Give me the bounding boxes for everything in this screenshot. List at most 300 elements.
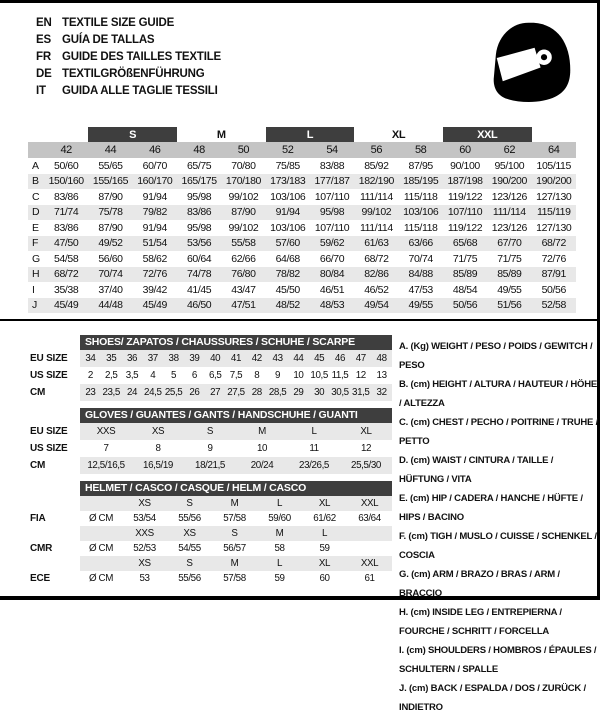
- helmet-table-header: HELMET / CASCO / CASQUE / HELM / CASCO: [80, 481, 392, 496]
- measurement-cell: 49/52: [88, 236, 132, 252]
- measurement-cell: 95/98: [186, 221, 212, 234]
- row-letter-cell: G: [32, 252, 40, 265]
- size-group-cell: XL: [391, 128, 406, 141]
- value-cell: [80, 526, 122, 541]
- measurement-cell: 60/64: [186, 252, 212, 265]
- numeric-size-cell: 62: [487, 142, 531, 158]
- numeric-size-cell: 48: [177, 142, 221, 158]
- measurement-row: [28, 174, 576, 190]
- measurement-cell: 115/118: [403, 221, 438, 234]
- legend-item: I. (cm) SHOULDERS / HOMBROS / ÉPAULES / SCHULTERN / SPALLE: [399, 645, 597, 675]
- value-cell: 61/62: [313, 513, 336, 524]
- value-cell: 7: [103, 443, 109, 454]
- value-cell: L: [257, 556, 302, 571]
- measurement-cell: 62/66: [231, 252, 256, 265]
- measurement-cell: 45/49: [133, 298, 177, 314]
- measurement-cell: 70/74: [88, 267, 132, 283]
- shoes-table: [30, 335, 392, 401]
- measurement-cell: 85/92: [364, 159, 389, 172]
- measurement-cell: 47/51: [221, 298, 265, 314]
- value-cell: 29: [288, 384, 309, 401]
- legend-item: H. (cm) INSIDE LEG / ENTREPIERNA / FOURCHE / SCHRITT / FORCELLA: [399, 607, 562, 637]
- measurement-cell: 187/198: [443, 174, 487, 190]
- language-title: GUIDE DES TAILLES TEXTILE: [62, 51, 221, 63]
- table-row: [30, 511, 392, 526]
- value-cell: Ø CM: [89, 573, 113, 584]
- row-label-cell: FIA: [30, 511, 80, 526]
- measurement-cell: 127/130: [536, 221, 572, 234]
- measurement-cell: 75/78: [88, 205, 132, 221]
- size-group-cell: S: [88, 127, 177, 142]
- value-cell: 24: [122, 384, 143, 401]
- size-group-cell: M: [216, 128, 226, 141]
- measurement-row: [28, 236, 576, 252]
- value-cell: 6,5: [208, 370, 222, 381]
- value-cell: 26: [184, 384, 205, 401]
- row-label-cell: [30, 526, 80, 541]
- measurement-cell: 115/118: [403, 190, 438, 203]
- measurement-row: [28, 267, 576, 283]
- measurement-row: [28, 158, 576, 174]
- row-label-cell: EU SIZE: [30, 350, 80, 367]
- row-letter-cell: J: [28, 298, 44, 314]
- table-row: [30, 541, 392, 556]
- numeric-size-cell: 52: [266, 142, 310, 158]
- value-cell: XL: [302, 496, 347, 511]
- measurement-cell: 177/187: [310, 174, 354, 190]
- measurement-cell: 48/53: [310, 298, 354, 314]
- measurement-cell: 78/82: [266, 267, 310, 283]
- value-cell: 9: [207, 443, 213, 454]
- table-row: [30, 526, 392, 541]
- value-cell: XL: [302, 556, 347, 571]
- measurement-cell: 80/84: [310, 267, 354, 283]
- measurement-cell: 90/100: [450, 159, 480, 172]
- measurement-cell: 37/40: [98, 283, 123, 296]
- language-title: TEXTILGRÖßENFÜHRUNG: [62, 68, 205, 80]
- measurement-cell: 44/48: [88, 298, 132, 314]
- value-cell: M: [212, 556, 257, 571]
- value-cell: 54/55: [178, 543, 201, 554]
- measurement-cell: 111/114: [359, 221, 393, 234]
- measurement-cell: 46/52: [364, 283, 389, 296]
- numeric-size-cell: 60: [443, 142, 487, 158]
- value-cell: 11: [309, 443, 319, 454]
- measurement-row: [28, 189, 576, 205]
- measurement-cell: 60/70: [142, 159, 167, 172]
- measurement-cell: 47/53: [408, 283, 433, 296]
- measurement-cell: 111/114: [359, 190, 393, 203]
- measurement-cell: 83/86: [54, 190, 79, 203]
- measurement-cell: 48/52: [266, 298, 310, 314]
- value-cell: 47: [350, 350, 371, 367]
- measurement-cell: 65/68: [443, 236, 487, 252]
- value-cell: 23/26,5: [288, 457, 340, 474]
- row-label-cell: CM: [30, 457, 80, 474]
- value-cell: 59: [319, 543, 330, 554]
- value-cell: 59: [274, 573, 285, 584]
- value-cell: 16,5/19: [132, 457, 184, 474]
- measurement-cell: 155/165: [88, 174, 132, 190]
- value-cell: S: [212, 526, 257, 541]
- measurement-cell: 103/106: [399, 205, 443, 221]
- measurement-cell: 76/80: [221, 267, 265, 283]
- measurement-cell: 50/56: [541, 283, 566, 296]
- measurement-cell: 46/50: [177, 298, 221, 314]
- value-cell: 48: [371, 350, 392, 367]
- value-cell: 27,5: [226, 384, 247, 401]
- measurement-cell: 91/94: [142, 190, 167, 203]
- size-group-row: [28, 127, 576, 142]
- legend-item: E. (cm) HIP / CADERA / HANCHE / HÜFTE / HIPS / BACINO: [399, 493, 583, 523]
- value-cell: S: [167, 556, 212, 571]
- value-cell: L: [257, 496, 302, 511]
- table-row: [30, 556, 392, 571]
- measurement-cell: 49/55: [399, 298, 443, 314]
- value-cell: 59/60: [268, 513, 291, 524]
- value-cell: 43: [267, 350, 288, 367]
- language-title: TEXTILE SIZE GUIDE: [62, 17, 175, 29]
- numeric-size-cell: 58: [399, 142, 443, 158]
- measurement-cell: 123/126: [491, 190, 527, 203]
- measurement-cell: 71/75: [497, 252, 522, 265]
- measurement-cell: 54/58: [54, 252, 79, 265]
- measurement-cell: 182/190: [354, 174, 398, 190]
- language-row: [36, 15, 221, 32]
- value-cell: XS: [167, 526, 212, 541]
- value-cell: 2: [87, 370, 93, 381]
- value-cell: XXS: [122, 526, 167, 541]
- numeric-size-cell: 44: [88, 142, 132, 158]
- value-cell: XS: [122, 556, 167, 571]
- value-cell: 53: [139, 573, 150, 584]
- measurement-cell: 55/65: [98, 159, 123, 172]
- value-cell: 18/21,5: [184, 457, 236, 474]
- value-cell: 11,5: [331, 370, 349, 381]
- table-row: [30, 350, 392, 367]
- measurement-cell: 53/56: [177, 236, 221, 252]
- value-cell: 5: [171, 370, 177, 381]
- measurement-legend: [399, 337, 599, 717]
- value-cell: 6: [191, 370, 197, 381]
- measurement-cell: 51/54: [133, 236, 177, 252]
- value-cell: S: [184, 423, 236, 440]
- value-cell: 23,5: [101, 384, 122, 401]
- value-cell: 35: [101, 350, 122, 367]
- value-cell: 10: [293, 370, 304, 381]
- measurement-cell: 165/175: [177, 174, 221, 190]
- row-letter-cell: I: [32, 283, 35, 296]
- value-cell: 30: [309, 384, 330, 401]
- language-code: ES: [36, 34, 51, 46]
- value-cell: XS: [122, 496, 167, 511]
- measurement-cell: 65/75: [186, 159, 212, 172]
- legend-item: F. (cm) TIGH / MUSLO / CUISSE / SCHENKEL / COSCIA: [399, 531, 597, 561]
- measurement-cell: 85/89: [443, 267, 487, 283]
- value-cell: 57/58: [223, 573, 246, 584]
- value-cell: 12,5/16,5: [80, 457, 132, 474]
- row-label-cell: US SIZE: [30, 367, 80, 384]
- gloves-table-grid: [30, 423, 392, 474]
- numeric-size-cell: 50: [221, 142, 265, 158]
- value-cell: 7,5: [229, 370, 243, 381]
- language-row: [36, 32, 221, 49]
- measurement-cell: 105/115: [536, 159, 571, 172]
- measurement-cell: 50/60: [54, 159, 79, 172]
- row-label-cell: ECE: [30, 571, 80, 586]
- value-cell: [347, 526, 392, 541]
- value-cell: [80, 556, 122, 571]
- value-cell: 42: [246, 350, 267, 367]
- accessory-tables: [30, 335, 392, 593]
- measurement-cell: 84/88: [399, 267, 443, 283]
- value-cell: 61: [364, 573, 375, 584]
- value-cell: 27: [205, 384, 226, 401]
- row-label-cell: [30, 556, 80, 571]
- size-group-cell: L: [266, 127, 355, 142]
- measurement-cell: 127/130: [536, 190, 572, 203]
- measurement-cell: 59/62: [310, 236, 354, 252]
- measurement-cell: 75/85: [275, 159, 300, 172]
- row-letter-cell: E: [32, 221, 39, 234]
- measurement-cell: 46/51: [319, 283, 345, 296]
- measurement-cell: 64/68: [275, 252, 300, 265]
- value-cell: M: [212, 496, 257, 511]
- measurement-cell: 70/80: [231, 159, 256, 172]
- measurement-cell: 87/90: [221, 205, 265, 221]
- value-cell: 23: [80, 384, 101, 401]
- value-cell: XXL: [347, 556, 392, 571]
- value-cell: Ø CM: [89, 543, 113, 554]
- measurement-cell: 71/74: [44, 205, 88, 221]
- measurement-cell: 50/56: [443, 298, 487, 314]
- measurement-cell: 71/75: [452, 252, 478, 265]
- measurement-cell: 123/126: [491, 221, 527, 234]
- measurement-cell: 56/60: [98, 252, 123, 265]
- measurement-cell: 95/98: [310, 205, 354, 221]
- value-cell: L: [288, 423, 340, 440]
- measurement-cell: 83/86: [177, 205, 221, 221]
- value-cell: 28,5: [267, 384, 288, 401]
- measurement-cell: 51/56: [487, 298, 531, 314]
- table-row: [30, 496, 392, 511]
- legend-item: A. (Kg) WEIGHT / PESO / POIDS / GEWITCH / PESO: [399, 341, 593, 371]
- numeric-size-cell: 46: [133, 142, 177, 158]
- measurement-cell: 74/78: [177, 267, 221, 283]
- section-divider: [0, 319, 600, 321]
- language-row: [36, 49, 221, 66]
- numeric-size-cell: 42: [44, 142, 88, 158]
- measurement-cell: 87/91: [532, 267, 577, 283]
- measurement-cell: 95/100: [494, 159, 525, 172]
- measurement-cell: 83/88: [319, 159, 345, 172]
- value-cell: 58: [274, 543, 285, 554]
- value-cell: 12: [355, 370, 366, 381]
- measurement-cell: 68/72: [532, 236, 577, 252]
- measurement-cell: 79/82: [133, 205, 177, 221]
- numeric-size-cell: 56: [354, 142, 398, 158]
- helmet-table: [30, 481, 392, 586]
- value-cell: 12: [360, 443, 372, 454]
- measurement-cell: 63/66: [399, 236, 443, 252]
- value-cell: 55/56: [178, 513, 201, 524]
- measurement-cell: 91/94: [266, 205, 310, 221]
- measurement-cell: 87/90: [98, 221, 123, 234]
- legend-item: J. (cm) BACK / ESPALDA / DOS / ZURÜCK / INDIETRO: [399, 683, 586, 713]
- numeric-size-cell: 64: [532, 142, 577, 158]
- value-cell: 45: [309, 350, 330, 367]
- measurement-cell: 87/90: [98, 190, 123, 203]
- measurement-cell: 111/114: [487, 205, 531, 221]
- value-cell: 10,5: [310, 370, 328, 381]
- value-cell: 37: [142, 350, 163, 367]
- measurement-cell: 45/49: [44, 298, 88, 314]
- measurement-cell: 82/86: [354, 267, 398, 283]
- measurement-cell: 70/74: [408, 252, 433, 265]
- row-label-cell: CMR: [30, 541, 80, 556]
- value-cell: [347, 541, 392, 556]
- measurement-cell: 49/55: [497, 283, 522, 296]
- numeric-size-cell: 54: [310, 142, 354, 158]
- measurement-cell: 55/58: [221, 236, 265, 252]
- measurement-cell: 119/122: [447, 221, 483, 234]
- measurement-cell: 83/86: [54, 221, 79, 234]
- value-cell: 60: [319, 573, 330, 584]
- value-cell: 3,5: [125, 370, 139, 381]
- measurement-cell: 72/76: [541, 252, 566, 265]
- value-cell: M: [236, 423, 288, 440]
- measurement-cell: 47/50: [44, 236, 88, 252]
- helmet-table-grid: [30, 496, 392, 586]
- value-cell: XXL: [347, 496, 392, 511]
- language-code: EN: [36, 17, 52, 29]
- gloves-table: [30, 408, 392, 474]
- value-cell: S: [167, 496, 212, 511]
- measurement-row: [28, 282, 576, 298]
- spacer-cell: [28, 127, 44, 142]
- measurement-cell: 103/106: [270, 221, 306, 234]
- measurement-cell: 107/110: [314, 221, 350, 234]
- measurement-cell: 57/60: [266, 236, 310, 252]
- value-cell: 44: [288, 350, 309, 367]
- legend-item: G. (cm) ARM / BRAZO / BRAS / ARM / BRACCIO: [399, 569, 560, 599]
- language-code: IT: [36, 85, 46, 97]
- measurement-cell: 68/72: [44, 267, 88, 283]
- measurement-row: [28, 298, 576, 314]
- size-group-cell: XXL: [443, 127, 532, 142]
- value-cell: 2,5: [104, 370, 118, 381]
- row-label-cell: CM: [30, 384, 80, 401]
- measurement-cell: 107/110: [314, 190, 350, 203]
- table-row: [30, 457, 392, 474]
- value-cell: 39: [184, 350, 205, 367]
- measurement-cell: 99/102: [228, 221, 259, 234]
- row-letter-cell: A: [32, 159, 39, 172]
- value-cell: 28: [246, 384, 267, 401]
- language-list: [36, 15, 221, 100]
- measurement-row: [28, 205, 576, 221]
- legend-item: B. (cm) HEIGHT / ALTURA / HAUTEUR / HÖHE / ALTEZZA: [399, 379, 598, 409]
- table-row: [30, 367, 392, 384]
- value-cell: 24,5: [142, 384, 163, 401]
- measurement-cell: 39/42: [142, 283, 167, 296]
- measurement-cell: 35/38: [54, 283, 79, 296]
- shoes-table-grid: [30, 350, 392, 401]
- legend-item: C. (cm) CHEST / PECHO / POITRINE / TRUHE / PETTO: [399, 417, 599, 447]
- value-cell: 31,5: [350, 384, 371, 401]
- value-cell: 57/58: [223, 513, 246, 524]
- value-cell: 38: [163, 350, 184, 367]
- measurement-cell: 43/47: [231, 283, 256, 296]
- measurement-cell: 190/200: [532, 174, 577, 190]
- value-cell: 13: [376, 370, 387, 381]
- value-cell: L: [302, 526, 347, 541]
- row-letter-cell: F: [28, 236, 44, 252]
- measurement-cell: 45/50: [275, 283, 300, 296]
- measurement-row: [28, 220, 576, 236]
- measurement-cell: 87/95: [408, 159, 433, 172]
- value-cell: 40: [205, 350, 226, 367]
- value-cell: 55/56: [178, 573, 201, 584]
- size-group-cell: [44, 127, 88, 142]
- measurement-cell: 67/70: [487, 236, 531, 252]
- measurement-cell: 185/195: [399, 174, 443, 190]
- table-row: [30, 423, 392, 440]
- value-cell: 53/54: [133, 513, 156, 524]
- row-letter-cell: D: [28, 205, 44, 221]
- language-title: GUIDA ALLE TAGLIE TESSILI: [62, 85, 218, 97]
- row-label-cell: [30, 496, 80, 511]
- value-cell: 36: [122, 350, 143, 367]
- value-cell: M: [257, 526, 302, 541]
- value-cell: 10: [256, 443, 268, 454]
- row-label-cell: EU SIZE: [30, 423, 80, 440]
- measurement-cell: 190/200: [487, 174, 531, 190]
- measurement-cell: 68/72: [364, 252, 389, 265]
- value-cell: 63/64: [358, 513, 381, 524]
- value-cell: 9: [275, 370, 281, 381]
- language-code: FR: [36, 51, 51, 63]
- measurement-cell: 99/102: [354, 205, 398, 221]
- table-row: [30, 440, 392, 457]
- gloves-table-header: GLOVES / GUANTES / GANTS / HANDSCHUHE / GUANTI: [80, 408, 392, 423]
- measurement-cell: 173/183: [266, 174, 310, 190]
- language-title: GUÍA DE TALLAS: [62, 34, 155, 46]
- language-row: [36, 66, 221, 83]
- value-cell: 46: [330, 350, 351, 367]
- racing-helmet-icon: [489, 14, 575, 109]
- measurement-row: [28, 251, 576, 267]
- value-cell: Ø CM: [89, 513, 113, 524]
- measurement-cell: 150/160: [44, 174, 88, 190]
- value-cell: 30,5: [330, 384, 351, 401]
- value-cell: 4: [150, 370, 156, 381]
- spacer-cell: [28, 142, 44, 158]
- measurement-cell: 49/54: [354, 298, 398, 314]
- value-cell: 25,5/30: [340, 457, 392, 474]
- measurement-cell: 61/63: [354, 236, 398, 252]
- value-cell: 8: [155, 443, 161, 454]
- size-group-cell: [532, 127, 577, 142]
- value-cell: 25,5: [163, 384, 184, 401]
- numeric-size-row: [28, 142, 576, 158]
- value-cell: [80, 496, 122, 511]
- legend-item: D. (cm) WAIST / CINTURA / TAILLE / HÜFTUNG / VITA: [399, 455, 554, 485]
- table-row: [30, 571, 392, 586]
- measurement-cell: 119/122: [447, 190, 483, 203]
- measurement-cell: 115/119: [532, 205, 577, 221]
- measurement-cell: 66/70: [319, 252, 345, 265]
